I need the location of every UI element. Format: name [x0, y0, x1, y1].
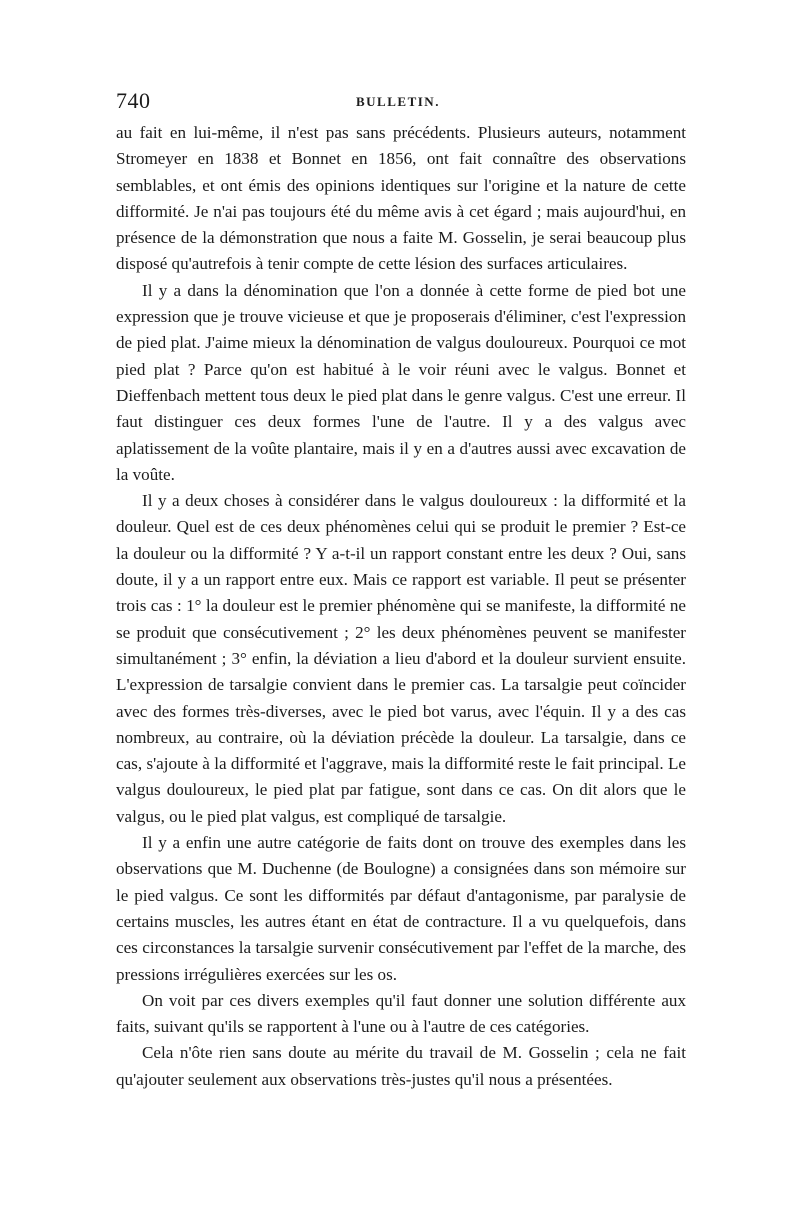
paragraph-conclusion: Cela n'ôte rien sans doute au mérite du travail de M. Gosselin ; cela ne fait qu'ajouter seulement aux observations très-justes qu'il nous a présentées. — [116, 1043, 686, 1089]
paragraph-two-things: Il y a deux choses à considérer dans le valgus douloureux : la difformité et la douleur. Quel est de ces deux phénomènes celui qui se produit le premier ? Est-ce la douleur ou la difformité ? Y a-t-il un rapport constant entre les deux ? Oui, sans doute, il y a un rapport entre eux. Mais ce rapport est variable. Il peut se présenter trois cas : 1° la douleur est le premier phénomène qui se manifeste, la difformité ne se produit que consécutivement ; 2° les deux phénomènes peuvent se manifester simultanément ; 3° enfin, la déviation a lieu d'abord et la douleur survient ensuite. L'expression de tarsalgie convient dans le premier cas. La tarsalgie peut coïncider avec des formes très-diverses, avec le pied bot varus, avec l'équin. Il y a des cas nombreux, au contraire, où la déviation précède la douleur. La tarsalgie, dans ce cas, s'ajoute à la difformité et l'aggrave, mais la difformité reste le fait principal. Le valgus douloureux, le pied plat par fatigue, sont dans ce cas. On dit alors que le valgus, ou le pied plat valgus, est compliqué de tarsalgie. — [116, 491, 686, 826]
paragraph-other-category: Il y a enfin une autre catégorie de faits dont on trouve des exemples dans les observations que M. Duchenne (de Boulogne) a consignées dans son mémoire sur le pied valgus. Ce sont les difformités par défaut d'antagonisme, par paralysie de certains muscles, les autres étant en état de contracture. Il a vu quelquefois, dans ces circonstances la tarsalgie survenir consécutivement par l'effet de la marche, des pressions irrégulières exercées sur les os. — [116, 833, 686, 984]
page-number: 740 — [116, 88, 151, 113]
page-header — [116, 88, 696, 116]
body-text — [116, 120, 686, 1160]
paragraph-examples: On voit par ces divers exemples qu'il faut donner une solution différente aux faits, suivant qu'ils se rapportent à l'une ou à l'autre de ces catégories. — [116, 990, 686, 1037]
paragraph-continuation: au fait en lui-même, il n'est pas sans précédents. Plusieurs auteurs, notamment Stromeyer en 1838 et Bonnet en 1856, ont fait connaître des observations semblables, et ont émis des opinions identiques sur l'origine et la nature de cette difformité. Je n'ai pas toujours été du même avis à cet égard ; mais aujourd'hui, en présence de la démonstration que nous a faite M. Gosselin, je serai beaucoup plus disposé qu'autrefois à tenir compte de cette lésion des surfaces articulaires. — [116, 123, 686, 274]
running-head: BULLETIN. — [356, 94, 440, 109]
paragraph-denomination: Il y a dans la dénomination que l'on a donnée à cette forme de pied bot une expression que je trouve vicieuse et que je proposerais d'éliminer, c'est l'expression de pied plat. J'aime mieux la dénomination de valgus douloureux. Pourquoi ce mot pied plat ? Parce qu'on est habitué à le voir réuni avec le valgus. Bonnet et Dieffenbach mettent tous deux le pied plat dans le genre valgus. C'est une erreur. Il faut distinguer ces deux formes l'une de l'autre. Il y a des valgus avec aplatissement de la voûte plantaire, mais il y en a d'autres aussi avec excavation de la voûte. — [116, 280, 686, 484]
